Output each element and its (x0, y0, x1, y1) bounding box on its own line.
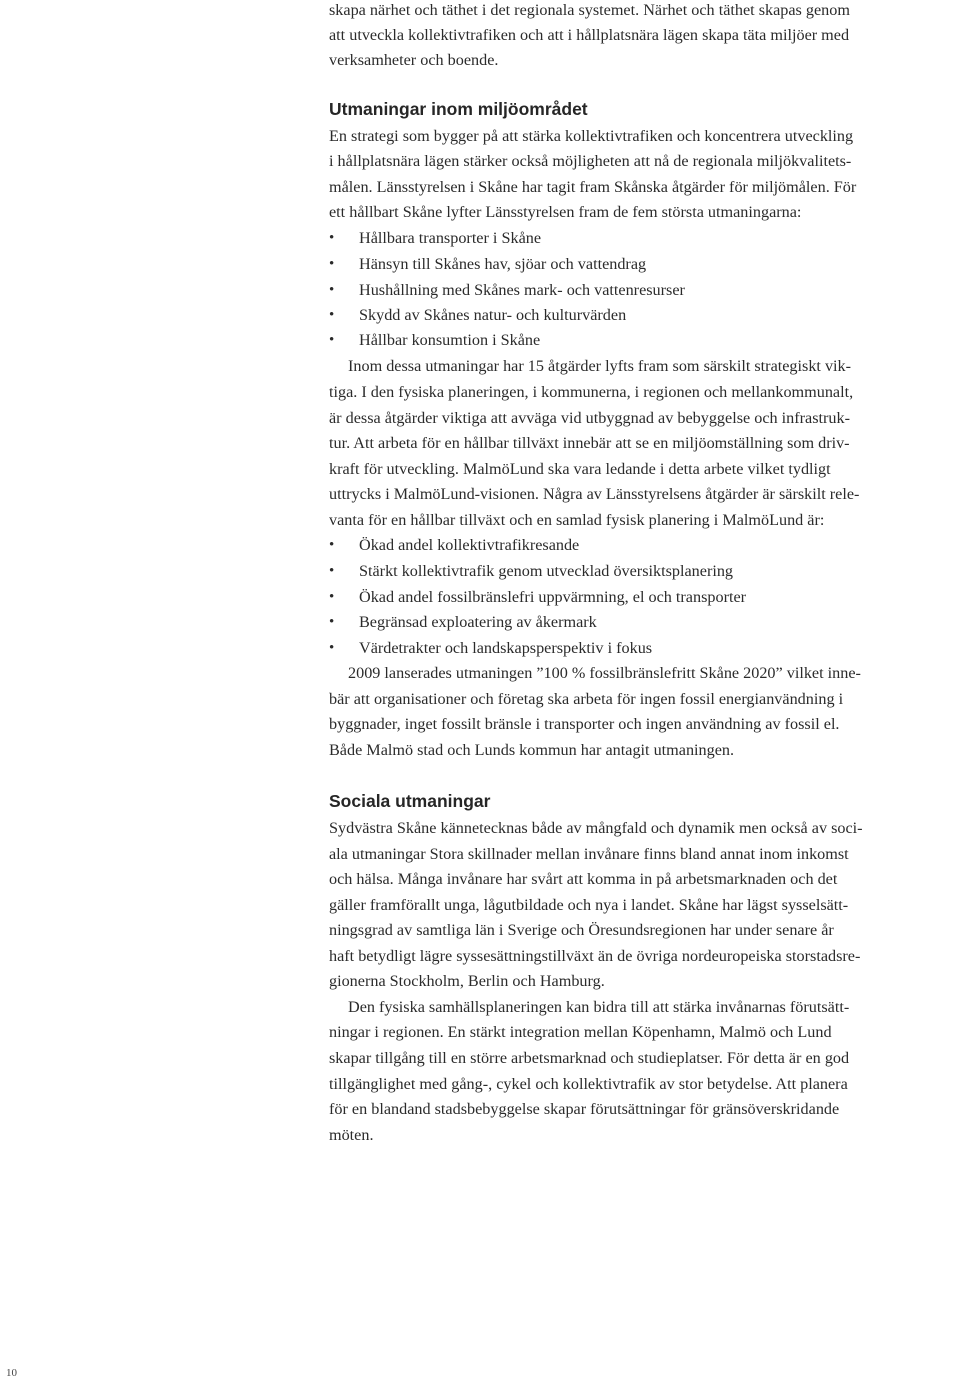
text-line: Både Malmö stad och Lunds kommun har antagit utmaningen. (329, 741, 735, 759)
text-line: ningsgrad av samtliga län i Sverige och Öresundsregionen har under senare år (329, 921, 834, 939)
bullet-icon: • (329, 589, 335, 605)
text-line: byggnader, inget fossilt bränsle i transporter och ingen användning av fossil el. (329, 715, 840, 733)
bullet-icon: • (329, 256, 335, 272)
text-line: målen. Länsstyrelsen i Skåne har tagit fram Skånska åtgärder för miljömålen. För (329, 178, 857, 196)
text-line: tillgänglighet med gång-, cykel och kollektivtrafik av stor betydelse. Att planera (329, 1075, 848, 1093)
list-item-text: Hållbara transporter i Skåne (359, 229, 542, 247)
text-line: för en blandand stadsbebyggelse skapar förutsättningar för gränsöverskridande (329, 1100, 840, 1118)
list-item-text: Värdetrakter och landskapsperspektiv i fokus (359, 639, 653, 657)
text-line: tiga. I den fysiska planeringen, i kommunerna, i regionen och mellankommunalt, (329, 383, 854, 401)
bullet-icon: • (329, 614, 335, 630)
text-line: gionerna Stockholm, Berlin och Hamburg. (329, 972, 605, 990)
bullet-icon: • (329, 332, 335, 348)
text-line: är dessa åtgärder viktiga att avväga vid utbyggnad av bebyggelse och infrastruk- (329, 409, 850, 427)
list-item-text: Hänsyn till Skånes hav, sjöar och vattendrag (359, 255, 647, 273)
list-item-text: Stärkt kollektivtrafik genom utvecklad översiktsplanering (359, 562, 734, 580)
text-line: 2009 lanserades utmaningen ”100 % fossilbränslefritt Skåne 2020” vilket inne- (348, 664, 861, 682)
text-line: Inom dessa utmaningar har 15 åtgärder lyfts fram som särskilt strategiskt vik- (348, 357, 852, 375)
list-item (329, 561, 951, 581)
bullet-icon: • (329, 640, 335, 656)
list-item-text: Ökad andel kollektivtrafikresande (359, 536, 580, 554)
bullet-icon: • (329, 563, 335, 579)
text-line: och hälsa. Många invånare har svårt att komma in på arbetsmarknaden och det (329, 870, 838, 888)
text-line: att utveckla kollektivtrafiken och att i hållplatsnära lägen skapa täta miljöer med (329, 26, 850, 44)
bullet-icon: • (329, 230, 335, 246)
text-line: Den fysiska samhällsplaneringen kan bidra till att stärka invånarnas förutsätt- (348, 998, 850, 1016)
section-heading-environment: Utmaningar inom miljöområdet (329, 99, 588, 119)
list-item-text: Hållbar konsumtion i Skåne (359, 331, 541, 349)
text-line: ningar i regionen. En stärkt integration mellan Köpenhamn, Malmö och Lund (329, 1023, 832, 1041)
list-item-text: Hushållning med Skånes mark- och vattenresurser (359, 281, 685, 299)
bullet-icon: • (329, 307, 335, 323)
list-item (329, 228, 951, 248)
text-line: skapa närhet och täthet i det regionala systemet. Närhet och täthet skapas genom (329, 1, 850, 19)
text-line: kraft för utveckling. MalmöLund ska vara ledande i detta arbete vilket tydligt (329, 460, 831, 478)
text-line: uttrycks i MalmöLund-visionen. Några av Länsstyrelsens åtgärder är särskilt rele- (329, 485, 860, 503)
list-item (329, 254, 951, 274)
list-item (329, 638, 951, 658)
list-item (329, 587, 951, 607)
text-line: vanta för en hållbar tillväxt och en samlad fysisk planering i MalmöLund är: (329, 511, 825, 529)
list-item (329, 305, 951, 325)
text-line: i hållplatsnära lägen stärker också möjligheten att nå de regionala miljökvalitets- (329, 152, 852, 170)
list-item-text: Begränsad exploatering av åkermark (359, 613, 597, 631)
text-line: ala utmaningar Stora skillnader mellan invånare finns bland annat inom inkomst (329, 845, 849, 863)
text-line: haft betydligt lägre syssesättningstillväxt än de övriga nordeuropeiska storstadsre- (329, 947, 861, 965)
list-item (329, 535, 951, 555)
list-item-text: Skydd av Skånes natur- och kulturvärden (359, 306, 627, 324)
list-item-text: Ökad andel fossilbränslefri uppvärmning, el och transporter (359, 588, 747, 606)
text-line: gäller framförallt unga, lågutbildade och nya i landet. Skåne har lägst sysselsätt- (329, 896, 849, 914)
text-line: tur. Att arbeta för en hållbar tillväxt innebär att se en miljöomställning som driv- (329, 434, 850, 452)
list-item (329, 330, 951, 350)
text-line: skapar tillgång till en större arbetsmarknad och studieplatser. För detta är en god (329, 1049, 850, 1067)
list-item (329, 280, 951, 300)
text-line: Sydvästra Skåne kännetecknas både av mångfald och dynamik men också av soci- (329, 819, 863, 837)
list-item (329, 612, 951, 632)
section-heading-social: Sociala utmaningar (329, 791, 491, 811)
text-line: möten. (329, 1126, 374, 1144)
bullet-icon: • (329, 282, 335, 298)
page-number: 10 (6, 1367, 17, 1379)
text-line: En strategi som bygger på att stärka kollektivtrafiken och koncentrera utveckling (329, 127, 854, 145)
text-line: bär att organisationer och företag ska arbeta för ingen fossil energianvändning i (329, 690, 844, 708)
text-line: ett hållbart Skåne lyfter Länsstyrelsen fram de fem största utmaningarna: (329, 203, 802, 221)
bullet-icon: • (329, 537, 335, 553)
text-line: verksamheter och boende. (329, 51, 499, 69)
